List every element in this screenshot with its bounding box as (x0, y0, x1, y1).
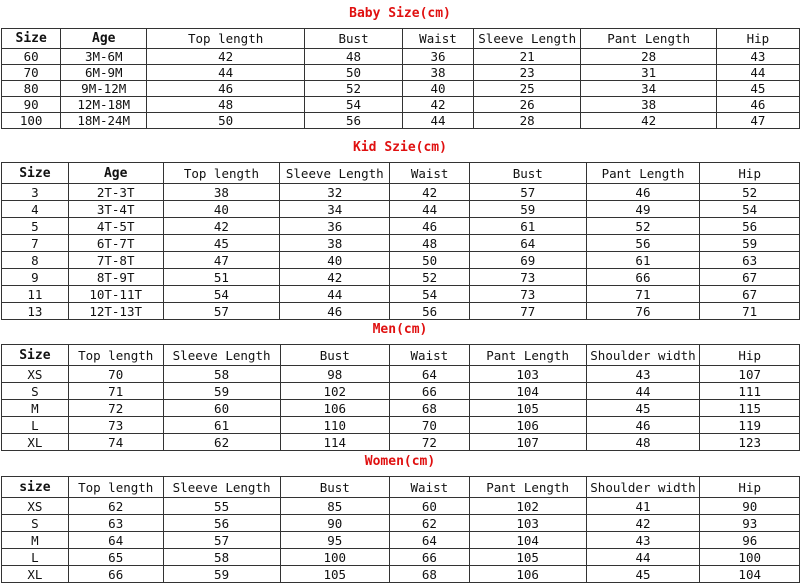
kid-header-row (2, 163, 800, 184)
table-cell: 80 (2, 81, 61, 97)
table-cell: 104 (700, 566, 800, 583)
table-cell: 42 (403, 97, 474, 113)
table-cell: 93 (700, 515, 800, 532)
table-cell: 38 (163, 184, 280, 201)
table-cell: 36 (403, 49, 474, 65)
table-cell: 38 (403, 65, 474, 81)
women-header-row (2, 477, 800, 498)
table-cell: 47 (716, 113, 799, 129)
table-cell: 11 (2, 286, 69, 303)
column-header: Age (68, 163, 163, 184)
table-cell: 56 (700, 218, 800, 235)
table-cell: 9M-12M (61, 81, 147, 97)
table-cell: 59 (163, 566, 280, 583)
table-cell: 56 (586, 235, 700, 252)
table-cell: 74 (68, 434, 163, 451)
table-cell: 42 (147, 49, 305, 65)
table-cell: 110 (280, 417, 389, 434)
table-cell: 104 (469, 383, 586, 400)
table-cell: 98 (280, 366, 389, 383)
table-cell: 3M-6M (61, 49, 147, 65)
table-cell: 100 (2, 113, 61, 129)
table-cell: 7T-8T (68, 252, 163, 269)
table-cell: 105 (469, 400, 586, 417)
table-cell: 45 (163, 235, 280, 252)
column-header: Sleeve Length (163, 345, 280, 366)
table-cell: 7 (2, 235, 69, 252)
table-cell: XS (2, 366, 69, 383)
table-cell: 64 (470, 235, 587, 252)
table-cell: 40 (403, 81, 474, 97)
table-cell: 62 (163, 434, 280, 451)
table-row (2, 549, 800, 566)
table-cell: 65 (68, 549, 163, 566)
table-cell: 25 (473, 81, 581, 97)
table-cell: 46 (280, 303, 390, 320)
table-cell: 64 (68, 532, 163, 549)
table-cell: 38 (581, 97, 716, 113)
table-cell: 34 (581, 81, 716, 97)
table-cell: 67 (700, 269, 800, 286)
table-cell: 52 (390, 269, 470, 286)
table-row (2, 532, 800, 549)
table-cell: 6M-9M (61, 65, 147, 81)
table-cell: 60 (163, 400, 280, 417)
table-cell: 100 (280, 549, 389, 566)
table-cell: 64 (390, 366, 470, 383)
column-header: Hip (700, 163, 800, 184)
column-header: Shoulder width (586, 477, 700, 498)
women-title: Women(cm) (364, 454, 436, 469)
table-cell: 56 (390, 303, 470, 320)
table-cell: 85 (280, 498, 389, 515)
table-cell: 46 (716, 97, 799, 113)
table-cell: 3 (2, 184, 69, 201)
table-row (2, 303, 800, 320)
column-header: Pant Length (581, 29, 716, 49)
table-cell: 59 (163, 383, 280, 400)
table-cell: 71 (68, 383, 163, 400)
column-header: Hip (700, 345, 800, 366)
column-header: size (2, 477, 69, 498)
table-cell: 43 (716, 49, 799, 65)
baby-title: Baby Size(cm) (349, 6, 451, 21)
column-header: Sleeve Length (280, 163, 390, 184)
table-cell: 40 (163, 201, 280, 218)
table-cell: 52 (305, 81, 403, 97)
table-cell: L (2, 417, 69, 434)
table-cell: 105 (280, 566, 389, 583)
column-header: Size (2, 29, 61, 49)
table-cell: 102 (280, 383, 389, 400)
column-header: Bust (305, 29, 403, 49)
table-cell: 71 (700, 303, 800, 320)
baby-header-row (2, 29, 800, 49)
table-cell: 46 (147, 81, 305, 97)
table-cell: 61 (163, 417, 280, 434)
men-header-row (2, 345, 800, 366)
table-cell: 57 (163, 532, 280, 549)
table-cell: 105 (469, 549, 586, 566)
table-row (2, 269, 800, 286)
table-cell: 70 (2, 65, 61, 81)
table-cell: 61 (470, 218, 587, 235)
table-cell: 76 (586, 303, 700, 320)
table-cell: S (2, 383, 69, 400)
table-cell: 70 (68, 366, 163, 383)
table-cell: 42 (586, 515, 700, 532)
table-cell: 49 (586, 201, 700, 218)
table-cell: 58 (163, 549, 280, 566)
table-cell: 5 (2, 218, 69, 235)
table-cell: M (2, 400, 69, 417)
table-cell: 46 (390, 218, 470, 235)
table-cell: 45 (586, 566, 700, 583)
column-header: Waist (390, 163, 470, 184)
column-header: Waist (403, 29, 474, 49)
column-header: Top length (68, 345, 163, 366)
table-row (2, 252, 800, 269)
table-cell: 4T-5T (68, 218, 163, 235)
column-header: Bust (280, 477, 389, 498)
table-cell: XS (2, 498, 69, 515)
table-cell: 60 (390, 498, 470, 515)
table-cell: 104 (469, 532, 586, 549)
table-cell: 44 (403, 113, 474, 129)
table-cell: 50 (305, 65, 403, 81)
table-cell: 56 (163, 515, 280, 532)
table-cell: 23 (473, 65, 581, 81)
table-cell: 48 (305, 49, 403, 65)
table-cell: 12T-13T (68, 303, 163, 320)
table-cell: 107 (700, 366, 800, 383)
table-cell: 90 (2, 97, 61, 113)
table-cell: 62 (68, 498, 163, 515)
table-row (2, 515, 800, 532)
table-cell: 13 (2, 303, 69, 320)
baby-table (1, 28, 800, 129)
table-cell: 66 (68, 566, 163, 583)
table-row (2, 434, 800, 451)
table-cell: 54 (700, 201, 800, 218)
table-cell: 66 (586, 269, 700, 286)
table-cell: 6T-7T (68, 235, 163, 252)
table-cell: 73 (68, 417, 163, 434)
table-cell: 61 (586, 252, 700, 269)
table-cell: 100 (700, 549, 800, 566)
men-title: Men(cm) (372, 322, 428, 337)
table-cell: 52 (700, 184, 800, 201)
table-cell: 54 (163, 286, 280, 303)
table-cell: 66 (390, 383, 470, 400)
table-cell: 66 (390, 549, 470, 566)
table-cell: 63 (68, 515, 163, 532)
table-cell: 45 (586, 400, 700, 417)
table-cell: 48 (586, 434, 700, 451)
table-cell: L (2, 549, 69, 566)
table-cell: 44 (586, 383, 700, 400)
table-cell: 95 (280, 532, 389, 549)
table-cell: 41 (586, 498, 700, 515)
column-header: Bust (280, 345, 389, 366)
table-cell: 73 (470, 269, 587, 286)
table-cell: 103 (469, 515, 586, 532)
column-header: Waist (390, 345, 470, 366)
table-cell: 52 (586, 218, 700, 235)
table-row (2, 113, 800, 129)
column-header: Hip (716, 29, 799, 49)
table-cell: 123 (700, 434, 800, 451)
table-cell: 32 (280, 184, 390, 201)
table-row (2, 235, 800, 252)
table-cell: XL (2, 434, 69, 451)
table-cell: 67 (700, 286, 800, 303)
column-header: Waist (390, 477, 470, 498)
table-cell: 8T-9T (68, 269, 163, 286)
table-cell: 28 (581, 49, 716, 65)
column-header: Sleeve Length (163, 477, 280, 498)
table-cell: 47 (163, 252, 280, 269)
table-cell: 55 (163, 498, 280, 515)
table-cell: 40 (280, 252, 390, 269)
table-cell: 60 (2, 49, 61, 65)
table-cell: 12M-18M (61, 97, 147, 113)
table-row (2, 383, 800, 400)
table-row (2, 81, 800, 97)
table-cell: 57 (163, 303, 280, 320)
table-cell: 42 (163, 218, 280, 235)
table-cell: 59 (700, 235, 800, 252)
table-cell: 44 (147, 65, 305, 81)
table-cell: 2T-3T (68, 184, 163, 201)
table-row (2, 97, 800, 113)
table-cell: 96 (700, 532, 800, 549)
table-cell: 68 (390, 400, 470, 417)
table-cell: 42 (390, 184, 470, 201)
table-cell: 57 (470, 184, 587, 201)
table-cell: 31 (581, 65, 716, 81)
table-cell: 51 (163, 269, 280, 286)
table-cell: 48 (147, 97, 305, 113)
table-row (2, 400, 800, 417)
table-row (2, 201, 800, 218)
table-cell: 106 (469, 417, 586, 434)
column-header: Hip (700, 477, 800, 498)
table-cell: 21 (473, 49, 581, 65)
table-cell: 64 (390, 532, 470, 549)
table-row (2, 366, 800, 383)
table-row (2, 286, 800, 303)
table-cell: 115 (700, 400, 800, 417)
kid-title: Kid Szie(cm) (353, 140, 447, 155)
table-cell: XL (2, 566, 69, 583)
column-header: Shoulder width (586, 345, 700, 366)
table-cell: 103 (469, 366, 586, 383)
column-header: Top length (68, 477, 163, 498)
table-cell: 38 (280, 235, 390, 252)
table-cell: 102 (469, 498, 586, 515)
table-cell: 69 (470, 252, 587, 269)
table-cell: 119 (700, 417, 800, 434)
table-cell: 54 (390, 286, 470, 303)
table-row (2, 65, 800, 81)
table-cell: 46 (586, 184, 700, 201)
column-header: Size (2, 345, 69, 366)
table-row (2, 49, 800, 65)
table-cell: 42 (581, 113, 716, 129)
kid-table (1, 162, 800, 320)
table-cell: 71 (586, 286, 700, 303)
column-header: Sleeve Length (473, 29, 581, 49)
table-cell: 58 (163, 366, 280, 383)
table-row (2, 498, 800, 515)
table-cell: 28 (473, 113, 581, 129)
column-header: Top length (147, 29, 305, 49)
table-cell: S (2, 515, 69, 532)
table-cell: 18M-24M (61, 113, 147, 129)
table-row (2, 184, 800, 201)
table-cell: 56 (305, 113, 403, 129)
table-row (2, 417, 800, 434)
table-cell: 73 (470, 286, 587, 303)
table-cell: 48 (390, 235, 470, 252)
table-row (2, 218, 800, 235)
table-cell: 34 (280, 201, 390, 218)
table-cell: 70 (390, 417, 470, 434)
table-cell: 72 (390, 434, 470, 451)
table-cell: 44 (390, 201, 470, 218)
column-header: Size (2, 163, 69, 184)
table-cell: 10T-11T (68, 286, 163, 303)
table-cell: 9 (2, 269, 69, 286)
column-header: Top length (163, 163, 280, 184)
table-cell: 43 (586, 532, 700, 549)
column-header: Pant Length (586, 163, 700, 184)
table-cell: M (2, 532, 69, 549)
table-cell: 44 (586, 549, 700, 566)
table-cell: 8 (2, 252, 69, 269)
table-cell: 50 (147, 113, 305, 129)
table-cell: 54 (305, 97, 403, 113)
table-cell: 90 (280, 515, 389, 532)
table-cell: 107 (469, 434, 586, 451)
table-cell: 114 (280, 434, 389, 451)
table-cell: 42 (280, 269, 390, 286)
column-header: Age (61, 29, 147, 49)
table-cell: 77 (470, 303, 587, 320)
table-cell: 68 (390, 566, 470, 583)
table-cell: 106 (469, 566, 586, 583)
women-table (1, 476, 800, 583)
table-row (2, 566, 800, 583)
table-cell: 63 (700, 252, 800, 269)
table-cell: 26 (473, 97, 581, 113)
table-cell: 72 (68, 400, 163, 417)
table-cell: 44 (280, 286, 390, 303)
table-cell: 59 (470, 201, 587, 218)
table-cell: 45 (716, 81, 799, 97)
table-cell: 90 (700, 498, 800, 515)
column-header: Bust (470, 163, 587, 184)
table-cell: 36 (280, 218, 390, 235)
table-cell: 111 (700, 383, 800, 400)
table-cell: 106 (280, 400, 389, 417)
table-cell: 44 (716, 65, 799, 81)
column-header: Pant Length (469, 477, 586, 498)
table-cell: 43 (586, 366, 700, 383)
table-cell: 3T-4T (68, 201, 163, 218)
table-cell: 46 (586, 417, 700, 434)
column-header: Pant Length (469, 345, 586, 366)
table-cell: 50 (390, 252, 470, 269)
men-table (1, 344, 800, 451)
table-cell: 62 (390, 515, 470, 532)
table-cell: 4 (2, 201, 69, 218)
